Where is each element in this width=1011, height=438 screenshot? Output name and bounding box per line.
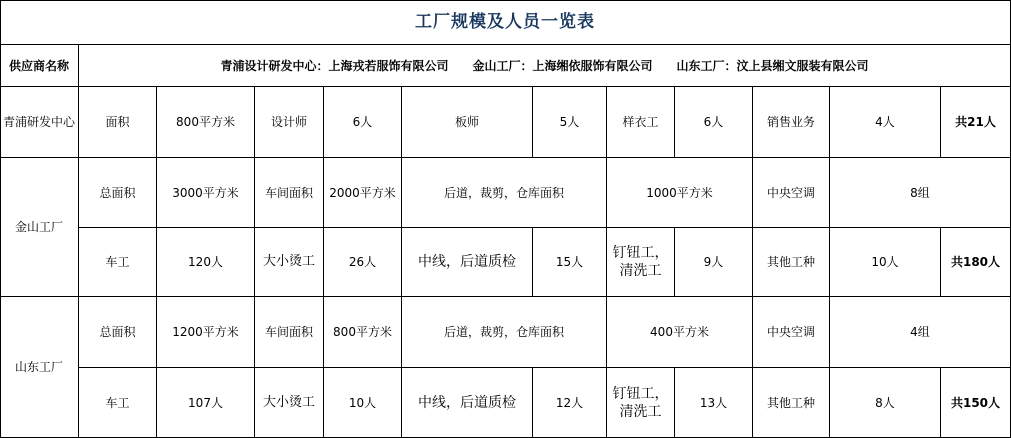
shandong-sewer-value: 107人 — [157, 368, 255, 438]
shandong-workshop-label: 车间面积 — [255, 297, 324, 368]
page-title: 工厂规模及人员一览表 — [0, 0, 1011, 45]
jinshan-ironer-value: 26人 — [324, 228, 402, 297]
jinshan-total: 共180人 — [941, 228, 1011, 297]
jinshan-workshop-label: 车间面积 — [255, 158, 324, 228]
jinshan-back-label: 后道，裁剪，仓库面积 — [402, 158, 607, 228]
shandong-qc-value: 12人 — [533, 368, 607, 438]
qingpu-area-value: 800平方米 — [157, 87, 255, 158]
jinshan-ironer-label: 大小烫工 — [255, 228, 324, 297]
qingpu-patternmaker-label: 板师 — [402, 87, 533, 158]
shandong-back-label: 后道，裁剪，仓库面积 — [402, 297, 607, 368]
jinshan-total-area-label: 总面积 — [79, 158, 157, 228]
qingpu-patternmaker-value: 5人 — [533, 87, 607, 158]
supplier-label: 供应商名称 — [0, 45, 79, 87]
jinshan-other-value: 10人 — [830, 228, 941, 297]
shandong-workshop-value: 800平方米 — [324, 297, 402, 368]
qingpu-sales-label: 销售业务 — [753, 87, 830, 158]
jinshan-button-label: 钉钮工，清洗工 — [607, 228, 675, 297]
jinshan-ac-value: 8组 — [830, 158, 1011, 228]
jinshan-sewer-label: 车工 — [79, 228, 157, 297]
qingpu-sampleworker-value: 6人 — [675, 87, 753, 158]
shandong-ironer-value: 10人 — [324, 368, 402, 438]
jinshan-qc-value: 15人 — [533, 228, 607, 297]
shandong-qc-label: 中线，后道质检 — [402, 368, 533, 438]
shandong-other-value: 8人 — [830, 368, 941, 438]
shandong-total-area-value: 1200平方米 — [157, 297, 255, 368]
jinshan-workshop-value: 2000平方米 — [324, 158, 402, 228]
shandong-ironer-label: 大小烫工 — [255, 368, 324, 438]
qingpu-sampleworker-label: 样衣工 — [607, 87, 675, 158]
supplier-value: 青浦设计研发中心：上海戎若服饰有限公司 金山工厂：上海缃依服饰有限公司 山东工厂：汶上县缃文服装有限公司 — [79, 45, 1011, 87]
shandong-button-value: 13人 — [675, 368, 753, 438]
shandong-total: 共150人 — [941, 368, 1011, 438]
qingpu-designer-value: 6人 — [324, 87, 402, 158]
jinshan-total-area-value: 3000平方米 — [157, 158, 255, 228]
qingpu-total: 共21人 — [941, 87, 1011, 158]
jinshan-sewer-value: 120人 — [157, 228, 255, 297]
jinshan-other-label: 其他工种 — [753, 228, 830, 297]
qingpu-sales-value: 4人 — [830, 87, 941, 158]
shandong-other-label: 其他工种 — [753, 368, 830, 438]
shandong-total-area-label: 总面积 — [79, 297, 157, 368]
shandong-sewer-label: 车工 — [79, 368, 157, 438]
shandong-ac-label: 中央空调 — [753, 297, 830, 368]
jinshan-ac-label: 中央空调 — [753, 158, 830, 228]
shandong-ac-value: 4组 — [830, 297, 1011, 368]
jinshan-button-value: 9人 — [675, 228, 753, 297]
qingpu-designer-label: 设计师 — [255, 87, 324, 158]
jinshan-qc-label: 中线，后道质检 — [402, 228, 533, 297]
qingpu-name: 青浦研发中心 — [0, 87, 79, 158]
jinshan-name: 金山工厂 — [0, 158, 79, 297]
qingpu-area-label: 面积 — [79, 87, 157, 158]
jinshan-back-value: 1000平方米 — [607, 158, 753, 228]
shandong-button-label: 钉钮工，清洗工 — [607, 368, 675, 438]
shandong-name: 山东工厂 — [0, 297, 79, 438]
shandong-back-value: 400平方米 — [607, 297, 753, 368]
